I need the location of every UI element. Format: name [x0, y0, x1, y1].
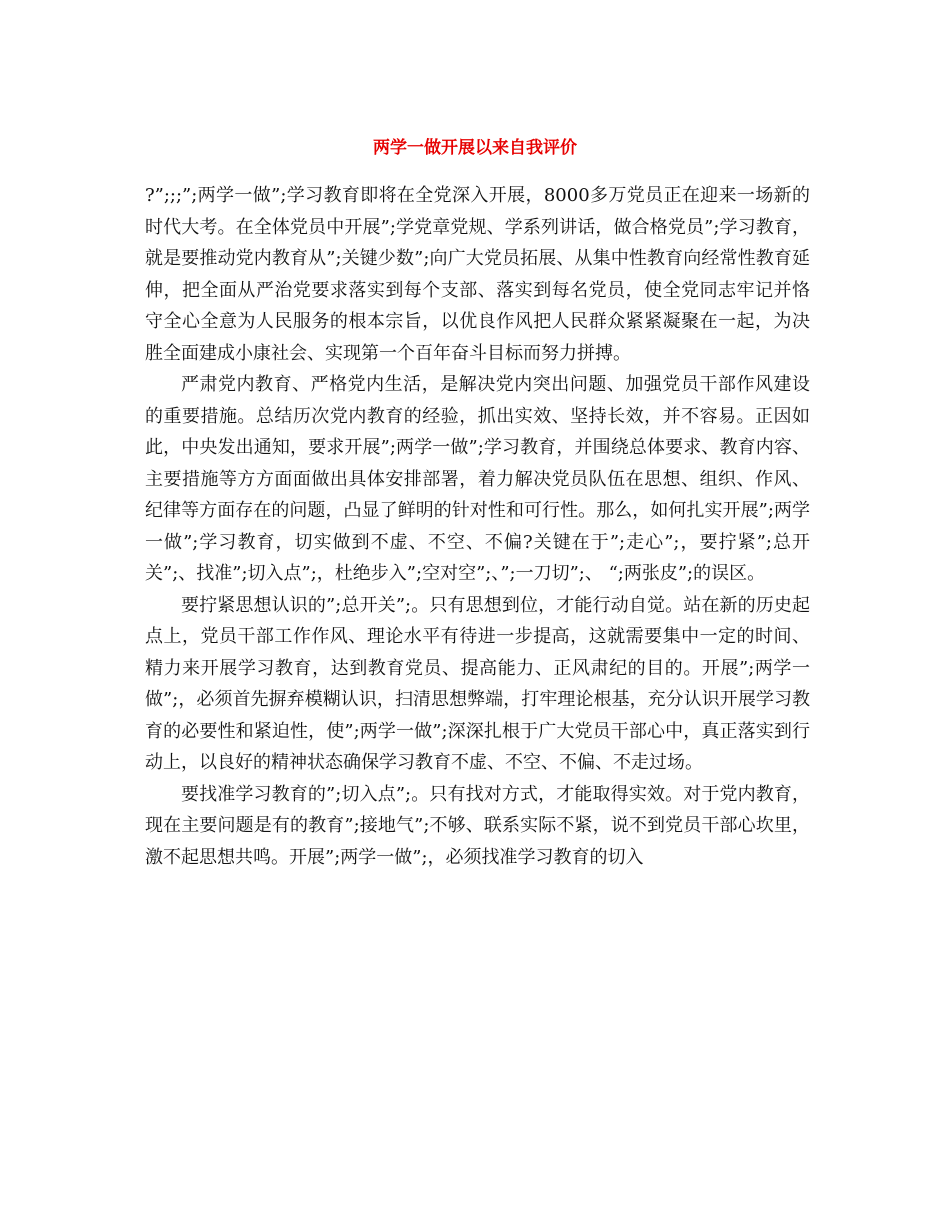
- paragraph-1: ?”;;;”;两学一做”;学习教育即将在全党深入开展，8000多万党员正在迎来一场新的时代大考。在全体党员中开展”;学党章党规、学系列讲话，做合格党员”;学习教育，就是要推动党内教育从”;关键少数”;向广大党员拓展、从集中性教育向经常性教育延伸，把全面从严治党要求落实到每个支部、落实到每名党员，使全党同志牢记并恪守全心全意为人民服务的根本宗旨，以优良作风把人民群众紧紧凝聚在一起，为决胜全面建成小康社会、实现第一个百年奋斗目标而努力拼搏。: [145, 185, 810, 364]
- document-title: 两学一做开展以来自我评价: [373, 138, 577, 158]
- paragraph-2: 严肃党内教育、严格党内生活，是解决党内突出问题、加强党员干部作风建设的重要措施。总结历次党内教育的经验，抓出实效、坚持长效，并不容易。正因如此，中央发出通知，要求开展”;两学一做”;学习教育，并围绕总体要求、教育内容、主要措施等方方面面做出具体安排部署，着力解决党员队伍在思想、组织、作风、纪律等方面存在的问题，凸显了鲜明的针对性和可行性。那么，如何扎实开展”;两学一做”;学习教育，切实做到不虚、不空、不偏?关键在于”;走心”;，要拧紧”;总开关”;、找准”;切入点”;，杜绝步入”;空对空”;、”;一刀切”;、 “;两张皮”;的误区。: [145, 374, 810, 584]
- paragraph-3: 要拧紧思想认识的”;总开关”;。只有思想到位，才能行动自觉。站在新的历史起点上，党员干部工作作风、理论水平有待进一步提高，这就需要集中一定的时间、精力来开展学习教育，达到教育党员、提高能力、正风肃纪的目的。开展”;两学一做”;，必须首先摒弃模糊认识，扫清思想弊端，打牢理论根基，充分认识开展学习教育的必要性和紧迫性，使”;两学一做”;深深扎根于广大党员干部心中，真正落实到行动上，以良好的精神状态确保学习教育不虚、不空、不偏、不走过场。: [145, 594, 810, 773]
- document-body: [145, 180, 810, 873]
- paragraph-4: 要找准学习教育的”;切入点”;。只有找对方式，才能取得实效。对于党内教育，现在主要问题是有的教育”;接地气”;不够、联系实际不紧，说不到党员干部心坎里，激不起思想共鸣。开展”;两学一做”;，必须找准学习教育的切入: [145, 783, 810, 868]
